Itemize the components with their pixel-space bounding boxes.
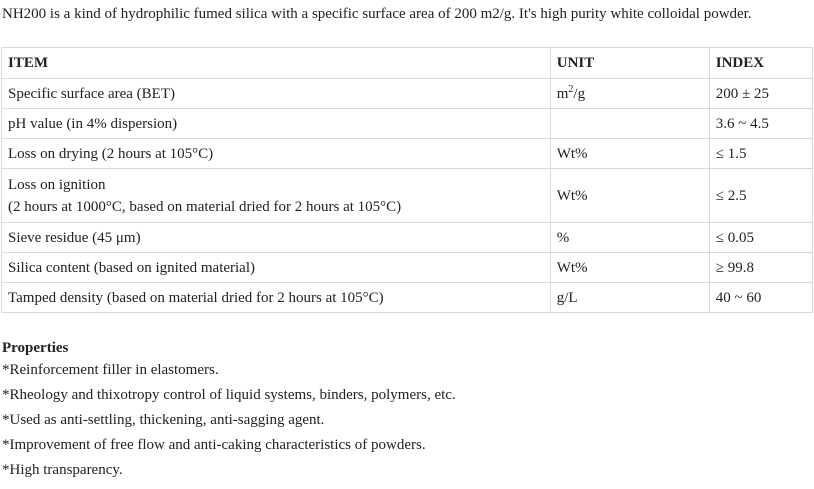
index-cell: 200 ± 25 <box>709 79 812 109</box>
unit-cell: g/L <box>550 283 709 313</box>
table-row <box>2 223 813 253</box>
unit-cell <box>550 79 709 109</box>
unit-rest: /g <box>573 85 586 102</box>
item-cell: Loss on drying (2 hours at 105°C) <box>2 139 551 169</box>
unit-cell: Wt% <box>550 139 709 169</box>
list-item: *Used as anti-settling, thickening, anti-sagging agent. <box>2 412 325 428</box>
list-item: *Reinforcement filler in elastomers. <box>2 362 219 378</box>
table-row <box>2 169 813 223</box>
header-index: INDEX <box>709 48 812 79</box>
item-cell: Tamped density (based on material dried for 2 hours at 105°C) <box>2 283 551 313</box>
item-cell: Specific surface area (BET) <box>2 79 551 109</box>
item-line-2: (2 hours at 1000°C, based on material dried for 2 hours at 105°C) <box>8 198 402 215</box>
table-header-row <box>2 48 813 79</box>
table-row <box>2 139 813 169</box>
list-item: *High transparency. <box>2 462 123 478</box>
specification-table <box>1 47 813 313</box>
item-cell: Sieve residue (45 μm) <box>2 223 551 253</box>
unit-cell: % <box>550 223 709 253</box>
index-cell: ≥ 99.8 <box>709 253 812 283</box>
index-cell: 40 ~ 60 <box>709 283 812 313</box>
item-line-1: Loss on ignition <box>8 176 106 193</box>
table-row <box>2 253 813 283</box>
header-item: ITEM <box>2 48 551 79</box>
index-cell: 3.6 ~ 4.5 <box>709 109 812 139</box>
list-item: *Improvement of free flow and anti-caking characteristics of powders. <box>2 437 426 453</box>
item-cell: pH value (in 4% dispersion) <box>2 109 551 139</box>
index-cell: ≤ 0.05 <box>709 223 812 253</box>
unit-cell: Wt% <box>550 169 709 223</box>
properties-section <box>2 338 456 483</box>
table-row <box>2 79 813 109</box>
unit-base: m <box>556 85 569 102</box>
header-unit: UNIT <box>550 48 709 79</box>
table-row <box>2 283 813 313</box>
properties-list <box>2 358 456 483</box>
item-cell <box>2 169 551 223</box>
list-item: *Rheology and thixotropy control of liquid systems, binders, polymers, etc. <box>2 387 456 403</box>
item-cell: Silica content (based on ignited material) <box>2 253 551 283</box>
unit-cell <box>550 109 709 139</box>
intro-text: NH200 is a kind of hydrophilic fumed silica with a specific surface area of 200 m2/g. It's high purity white colloidal powder. <box>2 6 752 22</box>
unit-cell: Wt% <box>550 253 709 283</box>
properties-title: Properties <box>2 340 69 356</box>
index-cell: ≤ 2.5 <box>709 169 812 223</box>
table-row <box>2 109 813 139</box>
index-cell: ≤ 1.5 <box>709 139 812 169</box>
unit-superscript: 2 <box>568 83 574 95</box>
